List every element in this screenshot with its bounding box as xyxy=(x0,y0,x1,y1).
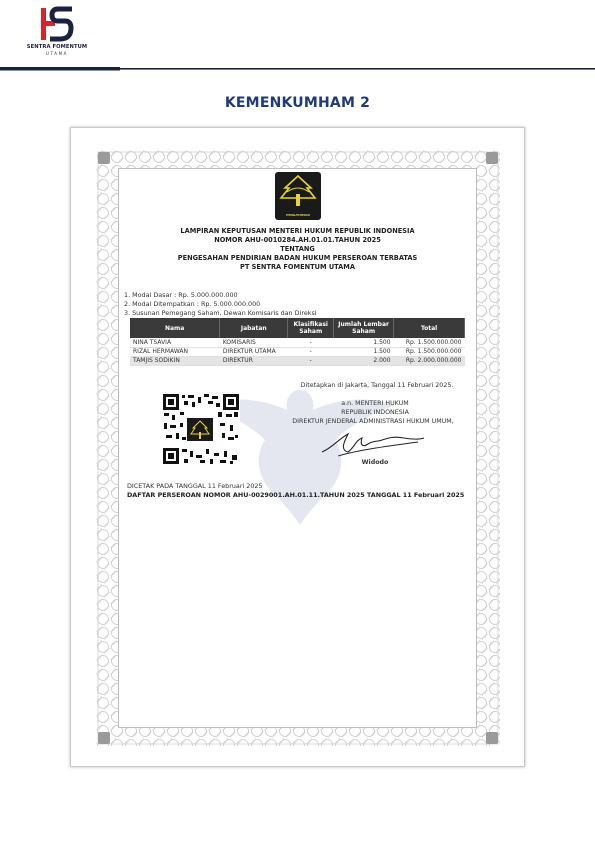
cell-share-count: 1.500 xyxy=(334,347,394,356)
heading-line-1: LAMPIRAN KEPUTUSAN MENTERI HUKUM REPUBLIK INDONESIA xyxy=(180,227,415,235)
info-issued-capital: 2. Modal Ditempatkan : Rp. 5.000.000.000 xyxy=(124,300,261,308)
table-row xyxy=(130,356,465,365)
heading-line-4: PENGESAHAN PENDIRIAN BADAN HUKUM PERSEROAN TERBATAS xyxy=(177,254,418,262)
printed-date: DICETAK PADA TANGGAL 11 Februari 2025 xyxy=(127,482,263,490)
company-logo xyxy=(22,6,92,64)
cell-position: DIREKTUR UTAMA xyxy=(220,347,288,356)
pengayoman-tree-icon xyxy=(275,172,321,212)
cell-total: Rp. 1.500.000.000 xyxy=(394,338,465,347)
cell-share-count: 2.000 xyxy=(334,356,394,365)
cell-position: DIREKTUR xyxy=(220,356,288,365)
col-header-total: Total xyxy=(394,318,465,338)
table-row xyxy=(130,347,465,356)
info-authorized-capital: 1. Modal Dasar : Rp. 5.000.000.000 xyxy=(124,291,238,299)
cell-share-class: - xyxy=(288,338,334,347)
shareholder-table xyxy=(130,318,465,366)
signature-image xyxy=(318,428,428,458)
signatory-line-1: a.n. MENTERI HUKUM xyxy=(341,400,409,407)
cell-name: NINA TSAVIA xyxy=(130,338,220,347)
table-header-row xyxy=(130,318,465,338)
cell-share-class: - xyxy=(288,356,334,365)
pengayoman-tree-icon xyxy=(187,418,213,441)
signatory-line-3: DIREKTUR JENDERAL ADMINISTRASI HUKUM UMUM, xyxy=(292,418,454,425)
info-shareholders-heading: 3. Susunan Pemegang Saham, Dewan Komisaris dan Direksi xyxy=(124,309,317,317)
page-title: KEMENKUMHAM 2 xyxy=(224,95,371,111)
cell-share-count: 1.500 xyxy=(334,338,394,347)
cell-position: KOMISARIS xyxy=(220,338,288,347)
table-row xyxy=(130,338,465,347)
cell-total: Rp. 1.500.000.000 xyxy=(394,347,465,356)
logo-tagline: UTAMA xyxy=(46,51,68,56)
signer-name: Widodo xyxy=(361,459,389,466)
signatory-line-2: REPUBLIK INDONESIA xyxy=(341,409,409,416)
cell-share-class: - xyxy=(288,347,334,356)
col-header-share-class: Klasifikasi Saham xyxy=(288,318,334,338)
emblem-label: PENGAYOMAN xyxy=(286,213,310,217)
cell-name: RIZAL HERMAWAN xyxy=(130,347,220,356)
logo-mark-icon xyxy=(38,6,76,42)
cell-name: TAMJIS SODIKIN xyxy=(130,356,220,365)
header-divider xyxy=(0,66,595,72)
col-header-share-count: Jumlah Lembar Saham xyxy=(334,318,394,338)
col-header-name: Nama xyxy=(130,318,220,338)
issued-statement: Ditetapkan di Jakarta, Tanggal 11 Februari 2025. xyxy=(300,382,454,389)
registry-number: DAFTAR PERSEROAN NOMOR AHU-0029001.AH.01.11.TAHUN 2025 TANGGAL 11 Februari 2025 xyxy=(127,491,465,499)
cell-total: Rp. 2.000.000.000 xyxy=(394,356,465,365)
heading-line-2: NOMOR AHU-0010284.AH.01.01.TAHUN 2025 xyxy=(214,236,381,244)
col-header-position: Jabatan xyxy=(220,318,288,338)
heading-line-5: PT SENTRA FOMENTUM UTAMA xyxy=(240,263,355,271)
logo-name: SENTRA FOMENTUM xyxy=(26,44,88,50)
qr-center-emblem xyxy=(186,417,214,442)
heading-line-3: TENTANG xyxy=(280,245,315,253)
pengayoman-emblem xyxy=(275,172,321,220)
